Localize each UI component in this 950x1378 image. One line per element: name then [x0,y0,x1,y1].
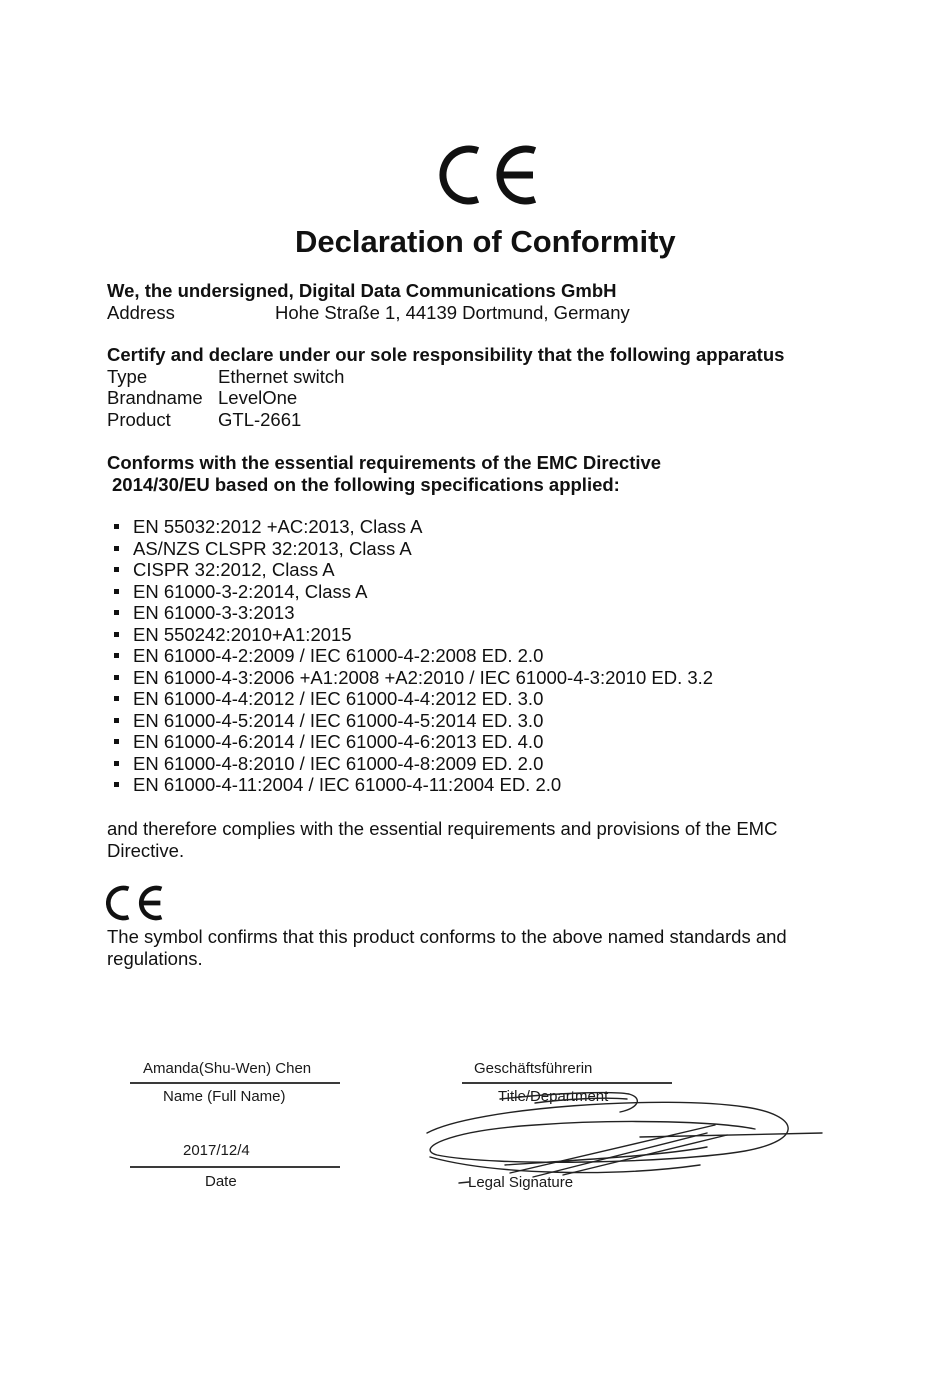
intro-section [107,280,630,323]
bullet-icon [114,675,119,680]
name-underline [130,1082,340,1084]
spec-text: EN 61000-4-8:2010 / IEC 61000-4-8:2009 ED. 2.0 [133,752,544,774]
ce-mark-icon [439,141,541,209]
signer-name: Amanda(Shu-Wen) Chen [143,1060,312,1077]
spec-text: EN 61000-4-4:2012 / IEC 61000-4-4:2012 ED. 3.0 [133,688,544,709]
certify-section [107,344,784,430]
signing-date: 2017/12/4 [183,1142,250,1159]
address-row [107,302,630,324]
list-item [107,624,713,646]
list-item [107,516,713,538]
list-item [107,731,713,753]
signer-title: Geschäftsführerin [474,1060,593,1077]
brandname-value: LevelOne [218,387,298,408]
date-underline [130,1166,340,1168]
spec-text: EN 61000-4-11:2004 / IEC 61000-4-11:2004 ED. 2.0 [133,774,562,795]
spec-text: EN 61000-4-3:2006 +A1:2008 +A2:2010 / IEC 61000-4-3:2010 ED. 3.2 [133,666,714,688]
spec-text: EN 61000-3-3:2013 [133,602,295,623]
legal-signature-label: Legal Signature [468,1174,574,1191]
list-item [107,581,713,603]
type-row [107,366,784,388]
spec-text: EN 55032:2012 +AC:2013, Class A [133,516,423,537]
spec-text: CISPR 32:2012, Class A [133,559,335,580]
spec-text: EN 61000-4-5:2014 / IEC 61000-4-5:2014 ED. 3.0 [133,709,544,731]
bullet-icon [114,524,119,529]
page-title: Declaration of Conformity [295,224,676,259]
spec-text: EN 550242:2010+A1:2015 [133,623,352,645]
title-label: Title/Department [498,1088,609,1105]
address-label: Address [107,301,175,323]
list-item [107,688,713,710]
list-item [107,559,713,581]
list-item [107,710,713,732]
bullet-icon [114,718,119,723]
spec-text: AS/NZS CLSPR 32:2013, Class A [133,537,412,559]
bullet-icon [114,739,119,744]
bullet-icon [114,653,119,658]
list-item [107,774,713,796]
date-label: Date [205,1173,237,1190]
symbol-paragraph [107,926,787,969]
symbol-line: The symbol confirms that this product conforms to the above named standards and [107,926,787,947]
bullet-icon [114,589,119,594]
spec-text: EN 61000-4-2:2009 / IEC 61000-4-2:2008 ED. 2.0 [133,645,544,666]
bullet-icon [114,610,119,615]
product-label: Product [107,408,171,430]
conforms-heading-line2: 2014/30/EU based on the following specifications applied: [112,473,620,495]
bullet-icon [114,632,119,637]
address-value: Hohe Straße 1, 44139 Dortmund, Germany [275,301,630,323]
bullet-icon [114,761,119,766]
list-item [107,538,713,560]
bullet-icon [114,567,119,572]
list-item [107,645,713,667]
complies-line: Directive. [107,839,185,861]
type-value: Ethernet switch [218,365,345,387]
product-row [107,409,784,431]
spec-list [107,516,713,796]
brandname-row [107,387,784,409]
type-label: Type [107,365,148,387]
intro-heading: We, the undersigned, Digital Data Communications GmbH [107,280,617,301]
ce-mark-small-icon [106,883,165,923]
handwritten-signature [415,1085,825,1185]
complies-paragraph [107,818,777,861]
spec-text: EN 61000-4-6:2014 / IEC 61000-4-6:2013 ED. 4.0 [133,731,544,752]
spec-text: EN 61000-3-2:2014, Class A [133,580,368,602]
list-item [107,602,713,624]
bullet-icon [114,546,119,551]
conforms-heading [107,452,661,495]
product-value: GTL-2661 [218,408,302,430]
title-underline [462,1082,672,1084]
bullet-icon [114,696,119,701]
conforms-heading-line1: Conforms with the essential requirements of the EMC Directive [107,452,662,473]
symbol-line: regulations. [107,947,203,969]
list-item [107,667,713,689]
brandname-label: Brandname [107,387,203,408]
complies-line: and therefore complies with the essential requirements and provisions of the EMC [107,818,778,839]
list-item [107,753,713,775]
bullet-icon [114,782,119,787]
certify-heading: Certify and declare under our sole responsibility that the following apparatus [107,344,785,365]
name-label: Name (Full Name) [163,1088,286,1105]
